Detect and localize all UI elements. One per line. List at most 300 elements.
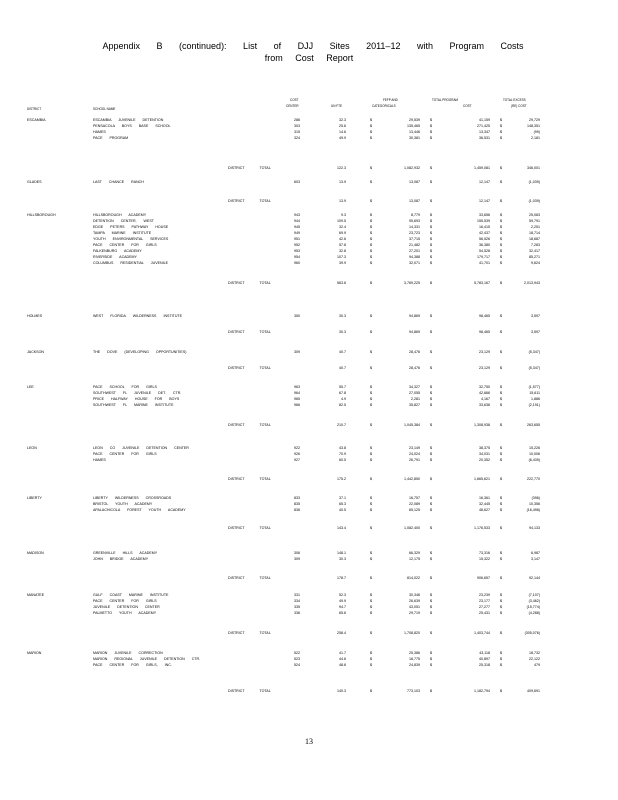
dollar-sign: $	[500, 136, 502, 140]
dollar-sign: $	[500, 657, 502, 661]
dollar-sign: $	[500, 391, 502, 395]
school-name: MARION JUVENILE CORRECTION	[93, 651, 163, 655]
dollar-sign: $	[370, 124, 372, 128]
fefp-value: 30,346	[409, 593, 420, 597]
fefp-value: 37,715	[409, 237, 420, 241]
program-cost: 32,445	[479, 502, 490, 506]
cost-center: 522	[294, 651, 300, 655]
excess-cost: 15,226	[529, 446, 540, 450]
dollar-sign: $	[500, 689, 502, 693]
dollar-sign: $	[430, 261, 432, 265]
program-cost: 155,539	[477, 219, 490, 223]
dollar-sign: $	[500, 243, 502, 247]
excess-cost: 3,147	[531, 557, 540, 561]
ada-value: 32.8	[339, 249, 346, 253]
table-row	[0, 507, 618, 513]
district-name: MARION	[27, 651, 42, 655]
total-ada: 143.4	[337, 526, 346, 530]
dollar-sign: $	[430, 391, 432, 395]
dollar-sign: $	[370, 452, 372, 456]
cost-center: 944	[294, 219, 300, 223]
dollar-sign: $	[430, 557, 432, 561]
table-row	[0, 610, 618, 616]
dollar-sign: $	[500, 599, 502, 603]
dollar-sign: $	[370, 651, 372, 655]
dollar-sign: $	[500, 551, 502, 555]
dollar-sign: $	[430, 446, 432, 450]
fefp-value: 25,386	[409, 651, 420, 655]
excess-cost: (7,107)	[528, 593, 540, 597]
cost-center: 927	[294, 458, 300, 462]
table-row	[0, 349, 618, 355]
program-cost: 23,129	[479, 350, 490, 354]
dollar-sign: $	[430, 657, 432, 661]
dollar-sign: $	[370, 423, 372, 427]
dollar-sign: $	[500, 477, 502, 481]
cost-center: 949	[294, 231, 300, 235]
dollar-sign: $	[370, 237, 372, 241]
dollar-sign: $	[430, 199, 432, 203]
total-fefp: 1,045,384	[404, 423, 420, 427]
dollar-sign: $	[430, 231, 432, 235]
excess-cost: 479	[534, 663, 540, 667]
fefp-value: 13,087	[409, 180, 420, 184]
dollar-sign: $	[500, 557, 502, 561]
fefp-value: 18,775	[409, 657, 420, 661]
total-fefp: 3,769,225	[404, 281, 420, 285]
excess-cost: 18,732	[529, 651, 540, 655]
excess-cost: (5,347)	[528, 350, 540, 354]
dollar-sign: $	[370, 599, 372, 603]
total-fefp: 94,869	[409, 330, 420, 334]
total-excess-cost: (1,039)	[528, 199, 540, 203]
header-total-excess-2: (RE) COST	[511, 104, 527, 108]
cost-center: 926	[294, 452, 300, 456]
excess-cost: 2,181	[531, 136, 540, 140]
school-name: TAMPA MARINE INSTITUTE	[93, 231, 152, 235]
total-program-cost: 98,465	[479, 330, 490, 334]
program-cost: 54,528	[479, 249, 490, 253]
district-name: LEON	[27, 446, 37, 450]
dollar-sign: $	[430, 166, 432, 170]
excess-cost: (3,462)	[528, 599, 540, 603]
school-name: GULF COAST MARINE INSTITUTE	[93, 593, 169, 597]
fefp-value: 2,281	[411, 397, 420, 401]
school-name: YOUTH ENVIRONMENTAL SERVICES	[93, 237, 169, 241]
cost-center: 945	[294, 225, 300, 229]
ada-value: 48.6	[339, 663, 346, 667]
program-cost: 16,415	[479, 225, 490, 229]
school-name: MARION REGIONAL JUVENILE DETENTION CTR.	[93, 657, 201, 661]
fefp-value: 135,465	[407, 124, 420, 128]
fefp-value: 29,719	[409, 611, 420, 615]
dollar-sign: $	[370, 657, 372, 661]
fefp-value: 21,482	[409, 243, 420, 247]
fefp-value: 12,175	[409, 557, 420, 561]
fefp-value: 26,791	[409, 458, 420, 462]
cost-center: 833	[294, 496, 300, 500]
title-line-2: from Cost Report	[264, 53, 354, 63]
ada-value: 82.5	[339, 403, 346, 407]
dollar-sign: $	[500, 651, 502, 655]
dollar-sign: $	[500, 403, 502, 407]
program-cost: 41,701	[479, 261, 490, 265]
dollar-sign: $	[370, 663, 372, 667]
fefp-value: 34,327	[409, 385, 420, 389]
ada-value: 43.8	[339, 446, 346, 450]
fefp-value: 32,071	[409, 261, 420, 265]
district-total-row	[0, 422, 618, 428]
cost-center: 331	[294, 593, 300, 597]
fefp-value: 24,024	[409, 452, 420, 456]
dollar-sign: $	[370, 551, 372, 555]
school-name: HAMES	[93, 458, 106, 462]
dollar-sign: $	[370, 231, 372, 235]
total-ada: 178.7	[337, 576, 346, 580]
dollar-sign: $	[370, 391, 372, 395]
ada-value: 44.6	[339, 657, 346, 661]
school-name: JUVENILE DETENTION CENTER	[93, 605, 160, 609]
total-fefp: 1,082,400	[404, 526, 420, 530]
dollar-sign: $	[430, 330, 432, 334]
dollar-sign: $	[370, 130, 372, 134]
fefp-value: 24,839	[409, 663, 420, 667]
ada-value: 30.3	[339, 557, 346, 561]
ada-value: 40.5	[339, 508, 346, 512]
ada-value: 148.1	[337, 551, 346, 555]
excess-cost: 29,729	[529, 118, 540, 122]
ada-value: 70.9	[339, 452, 346, 456]
dollar-sign: $	[430, 237, 432, 241]
dollar-sign: $	[500, 225, 502, 229]
cost-center: 963	[294, 385, 300, 389]
dollar-sign: $	[500, 118, 502, 122]
school-name: HAMES	[93, 130, 106, 134]
ada-value: 42.6	[339, 237, 346, 241]
dollar-sign: $	[430, 118, 432, 122]
program-cost: 23,177	[479, 599, 490, 603]
program-cost: 33,636	[479, 403, 490, 407]
dollar-sign: $	[370, 385, 372, 389]
dollar-sign: $	[430, 124, 432, 128]
page-number: 13	[305, 737, 313, 746]
dollar-sign: $	[500, 180, 502, 184]
excess-cost: (4,288)	[528, 611, 540, 615]
dollar-sign: $	[500, 199, 502, 203]
district-name: HILLSBOROUGH	[27, 213, 56, 217]
dollar-sign: $	[370, 689, 372, 693]
program-cost: 32,750	[479, 385, 490, 389]
ada-value: 30.3	[339, 314, 346, 318]
excess-cost: (1,039)	[528, 180, 540, 184]
dollar-sign: $	[430, 403, 432, 407]
district-total-label: DISTRICT TOTAL	[228, 366, 271, 370]
dollar-sign: $	[370, 350, 372, 354]
cost-center: 286	[294, 118, 300, 122]
district-total-label: DISTRICT TOTAL	[228, 330, 271, 334]
fefp-value: 43,051	[409, 605, 420, 609]
cost-center: 965	[294, 397, 300, 401]
district-total-row	[0, 329, 618, 335]
fefp-value: 22,089	[409, 502, 420, 506]
cost-center: 966	[294, 403, 300, 407]
table-row	[0, 313, 618, 319]
excess-cost: 2,251	[531, 225, 540, 229]
dollar-sign: $	[430, 130, 432, 134]
school-name: SOUTHWEST FL JUVENILE DET. CTR.	[93, 391, 182, 395]
ada-value: 57.8	[339, 243, 346, 247]
dollar-sign: $	[430, 631, 432, 635]
school-name: PACE PROGRAM	[93, 136, 129, 140]
district-total-label: DISTRICT TOTAL	[228, 199, 271, 203]
program-cost: 27,277	[479, 605, 490, 609]
program-cost: 36,380	[479, 243, 490, 247]
dollar-sign: $	[430, 508, 432, 512]
excess-cost: (99)	[533, 130, 540, 134]
school-name: DETENTION CENTER, WEST	[93, 219, 154, 223]
total-ada: 258.4	[337, 631, 346, 635]
ada-value: 40.7	[339, 350, 346, 354]
district-name: LIBERTY	[27, 496, 42, 500]
excess-cost: (396)	[531, 496, 540, 500]
dollar-sign: $	[500, 593, 502, 597]
dollar-sign: $	[500, 631, 502, 635]
table-row	[0, 662, 618, 668]
school-name: FALKENBURG ACADEMY	[93, 249, 142, 253]
dollar-sign: $	[430, 180, 432, 184]
fefp-value: 66,329	[409, 551, 420, 555]
school-name: GREENVILLE HILLS ACADEMY	[93, 551, 158, 555]
dollar-sign: $	[500, 314, 502, 318]
dollar-sign: $	[430, 423, 432, 427]
ada-value: 107.3	[337, 255, 346, 259]
district-total-label: DISTRICT TOTAL	[228, 166, 271, 170]
total-program-cost: 1,403,744	[474, 631, 490, 635]
school-name: JOHN BRIDGE ACADEMY	[93, 557, 149, 561]
fefp-value: 29,539	[409, 118, 420, 122]
program-cost: 34,031	[479, 452, 490, 456]
dollar-sign: $	[500, 130, 502, 134]
dollar-sign: $	[430, 314, 432, 318]
total-excess-cost: 263,655	[527, 423, 540, 427]
fefp-value: 30,381	[409, 136, 420, 140]
program-cost: 271,425	[477, 124, 490, 128]
dollar-sign: $	[430, 576, 432, 580]
dollar-sign: $	[370, 243, 372, 247]
school-name: PALMETTO YOUTH ACADEMY	[93, 611, 157, 615]
cost-center: 523	[294, 657, 300, 661]
district-total-label: DISTRICT TOTAL	[228, 526, 271, 530]
total-excess-cost: 3,597	[531, 330, 540, 334]
cost-center: 943	[294, 213, 300, 217]
ada-value: 49.9	[339, 136, 346, 140]
ada-value: 13.9	[339, 180, 346, 184]
cost-center: 954	[294, 255, 300, 259]
dollar-sign: $	[500, 446, 502, 450]
dollar-sign: $	[500, 611, 502, 615]
dollar-sign: $	[430, 366, 432, 370]
dollar-sign: $	[430, 663, 432, 667]
dollar-sign: $	[500, 219, 502, 223]
fefp-value: 28,476	[409, 350, 420, 354]
total-excess-cost: 92,144	[529, 576, 540, 580]
district-name: ESCAMBIA	[27, 118, 46, 122]
total-program-cost: 906,657	[477, 576, 490, 580]
program-cost: 48,627	[479, 508, 490, 512]
header-fefp-2: CATEGORICALS	[372, 104, 396, 108]
district-name: HOLMES	[27, 314, 43, 318]
title-line-1: Appendix B (continued): List of DJJ Sites 2011–12 with Program Costs	[102, 41, 524, 51]
school-name: PACE CENTER FOR GIRLS	[93, 452, 157, 456]
total-program-cost: 1,176,533	[474, 526, 490, 530]
school-name: THE DOVE (DEVELOPING OPPORTUNITIES)	[93, 350, 187, 354]
dollar-sign: $	[370, 249, 372, 253]
dollar-sign: $	[370, 593, 372, 597]
cost-center: 964	[294, 391, 300, 395]
ada-value: 14.6	[339, 130, 346, 134]
dollar-sign: $	[370, 180, 372, 184]
dollar-sign: $	[430, 213, 432, 217]
dollar-sign: $	[370, 199, 372, 203]
dollar-sign: $	[370, 477, 372, 481]
excess-cost: 18,687	[529, 237, 540, 241]
dollar-sign: $	[430, 599, 432, 603]
dollar-sign: $	[370, 576, 372, 580]
district-total-row	[0, 365, 618, 371]
dollar-sign: $	[500, 458, 502, 462]
school-name: PACE CENTER FOR GIRLS, INC.	[93, 663, 172, 667]
total-program-cost: 1,459,081	[474, 166, 490, 170]
district-total-row	[0, 525, 618, 531]
school-name: PRICE HALFWAY HOUSE FOR BOYS	[93, 397, 180, 401]
cost-center: 306	[294, 551, 300, 555]
school-name: SOUTHWEST FL MARINE INSTITUTE	[93, 403, 174, 407]
excess-cost: (1,577)	[528, 385, 540, 389]
dollar-sign: $	[500, 255, 502, 259]
dollar-sign: $	[500, 124, 502, 128]
ada-value: 55.7	[339, 385, 346, 389]
excess-cost: (16,498)	[526, 508, 540, 512]
school-name: COLUMBUS RESIDENTIAL JUVENILE	[93, 261, 168, 265]
excess-cost: (2,191)	[528, 403, 540, 407]
dollar-sign: $	[500, 663, 502, 667]
school-name: BRISTOL YOUTH ACADEMY	[93, 502, 153, 506]
ada-value: 9.3	[341, 213, 346, 217]
district-total-label: DISTRICT TOTAL	[228, 477, 271, 481]
header-school: SCHOOL NAME	[93, 107, 116, 111]
fefp-value: 35,827	[409, 403, 420, 407]
school-name: RIVERSIDE ACADEMY	[93, 255, 137, 259]
dollar-sign: $	[370, 403, 372, 407]
dollar-sign: $	[430, 249, 432, 253]
ada-value: 52.3	[339, 593, 346, 597]
dollar-sign: $	[500, 385, 502, 389]
dollar-sign: $	[500, 166, 502, 170]
program-cost: 42,666	[479, 391, 490, 395]
dollar-sign: $	[430, 611, 432, 615]
dollar-sign: $	[370, 330, 372, 334]
dollar-sign: $	[500, 502, 502, 506]
total-program-cost: 1,665,621	[474, 477, 490, 481]
district-total-label: DISTRICT TOTAL	[228, 631, 271, 635]
district-total-row	[0, 476, 618, 482]
cost-center: 953	[294, 249, 300, 253]
program-cost: 43,118	[479, 651, 490, 655]
dollar-sign: $	[430, 136, 432, 140]
total-fefp: 1,708,820	[404, 631, 420, 635]
fefp-value: 65,125	[409, 508, 420, 512]
total-program-cost: 5,783,167	[474, 281, 490, 285]
dollar-sign: $	[430, 452, 432, 456]
total-ada: 210.7	[337, 423, 346, 427]
dollar-sign: $	[370, 458, 372, 462]
fefp-value: 94,388	[409, 255, 420, 259]
district-total-label: DISTRICT TOTAL	[228, 576, 271, 580]
dollar-sign: $	[370, 496, 372, 500]
dollar-sign: $	[500, 249, 502, 253]
ada-value: 65.6	[339, 611, 346, 615]
total-excess-cost: (5,347)	[528, 366, 540, 370]
excess-cost: 59,791	[529, 219, 540, 223]
dollar-sign: $	[430, 689, 432, 693]
dollar-sign: $	[430, 281, 432, 285]
excess-cost: 32,417	[529, 249, 540, 253]
fefp-value: 95,693	[409, 219, 420, 223]
dollar-sign: $	[370, 397, 372, 401]
fefp-value: 8,779	[411, 213, 420, 217]
district-total-row	[0, 630, 618, 636]
program-cost: 25,431	[479, 611, 490, 615]
total-fefp: 28,476	[409, 366, 420, 370]
header-ada: UN FTE	[331, 104, 343, 108]
excess-cost: 22,122	[529, 657, 540, 661]
dollar-sign: $	[370, 166, 372, 170]
program-cost: 38,375	[479, 446, 490, 450]
total-ada: 13.9	[339, 199, 346, 203]
dollar-sign: $	[370, 611, 372, 615]
fefp-value: 94,869	[409, 314, 420, 318]
dollar-sign: $	[370, 219, 372, 223]
dollar-sign: $	[370, 366, 372, 370]
ada-value: 49.9	[339, 599, 346, 603]
total-excess-cost: (305,076)	[524, 631, 540, 635]
total-excess-cost: 94,133	[529, 526, 540, 530]
total-fefp: 1,082,932	[404, 166, 420, 170]
district-total-label: DISTRICT TOTAL	[228, 281, 271, 285]
excess-cost: 18,714	[529, 231, 540, 235]
header-fefp-1: FEFP AND	[383, 98, 398, 102]
dollar-sign: $	[500, 423, 502, 427]
dollar-sign: $	[370, 281, 372, 285]
program-cost: 98,465	[479, 314, 490, 318]
fefp-value: 26,639	[409, 599, 420, 603]
total-excess-cost: 346,001	[527, 166, 540, 170]
dollar-sign: $	[430, 243, 432, 247]
school-name: PACE SCHOOL FOR GIRLS	[93, 385, 157, 389]
school-name: PACE CENTER FOR GIRLS	[93, 599, 157, 603]
ada-value: 4.9	[341, 397, 346, 401]
dollar-sign: $	[370, 118, 372, 122]
ada-value: 41.7	[339, 651, 346, 655]
dollar-sign: $	[500, 330, 502, 334]
dollar-sign: $	[370, 213, 372, 217]
district-name: LEE	[27, 385, 34, 389]
header-total-program-1: TOTAL PROGRAM	[432, 98, 459, 102]
program-cost: 33,656	[479, 213, 490, 217]
cost-center: 960	[294, 261, 300, 265]
dollar-sign: $	[430, 477, 432, 481]
dollar-sign: $	[370, 225, 372, 229]
